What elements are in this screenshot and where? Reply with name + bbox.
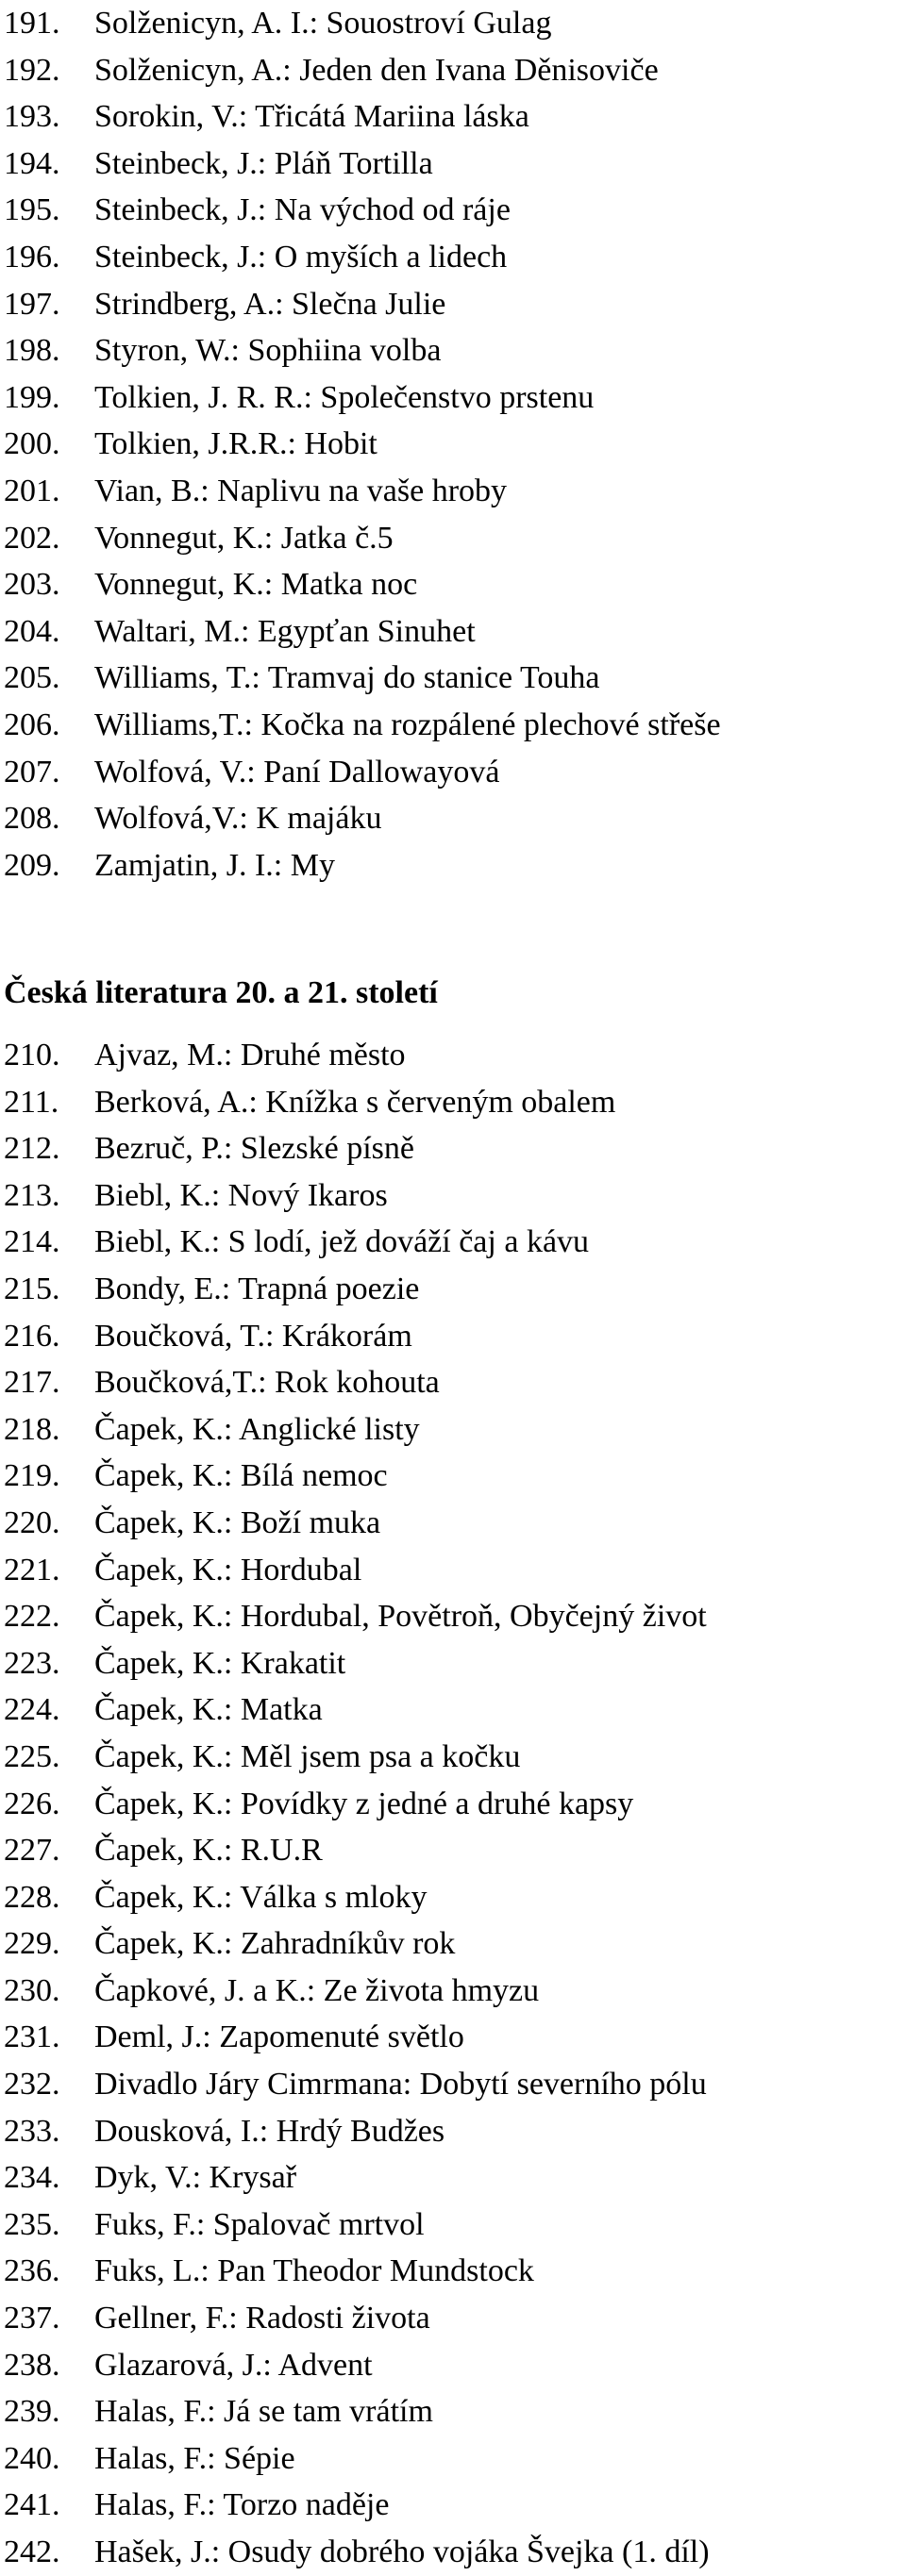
list-item-title: Biebl, K.: S lodí, jež dováží čaj a kávu — [94, 1224, 590, 1260]
list-item-number: 194. — [4, 145, 60, 181]
list-item — [0, 608, 721, 656]
list-item — [0, 1359, 710, 1406]
list-item — [0, 1593, 710, 1640]
list-item-number: 235. — [4, 2206, 60, 2242]
list-item-number: 217. — [4, 1365, 60, 1401]
list-item-title: Boučková,T.: Rok kohouta — [94, 1365, 440, 1401]
list-item — [0, 702, 721, 749]
list-item — [0, 2529, 710, 2576]
list-item-number: 196. — [4, 239, 60, 274]
list-item-number: 213. — [4, 1177, 60, 1213]
list-item-number: 201. — [4, 473, 60, 508]
list-item — [0, 1547, 710, 1594]
list-item-title: Vonnegut, K.: Jatka č.5 — [94, 520, 394, 556]
list-item — [0, 1640, 710, 1687]
list-item-title: Čapek, K.: Hordubal — [94, 1552, 362, 1587]
list-item-number: 236. — [4, 2253, 60, 2289]
list-item-title: Wolfová, V.: Paní Dallowayová — [94, 754, 500, 789]
list-item-title: Čapek, K.: Zahradníkův rok — [94, 1926, 456, 1962]
list-item-title: Halas, F.: Sépie — [94, 2440, 295, 2476]
list-item-title: Solženicyn, A. I.: Souostroví Gulag — [94, 6, 552, 41]
list-item-title: Fuks, F.: Spalovač mrtvol — [94, 2206, 425, 2242]
list-item-number: 209. — [4, 847, 60, 883]
list-item — [0, 1920, 710, 1968]
list-item-number: 214. — [4, 1224, 60, 1260]
list-item-number: 223. — [4, 1645, 60, 1681]
list-item — [0, 2248, 710, 2295]
list-item — [0, 2482, 710, 2529]
list-item-number: 232. — [4, 2067, 60, 2102]
book-list-czech-literature — [0, 1032, 710, 2576]
list-item-title: Wolfová,V.: K majáku — [94, 801, 382, 837]
list-item-number: 204. — [4, 613, 60, 649]
list-item-number: 238. — [4, 2347, 60, 2383]
list-item-number: 233. — [4, 2113, 60, 2149]
list-item — [0, 2342, 710, 2389]
list-item — [0, 1219, 710, 1266]
list-item-title: Čapkové, J. a K.: Ze života hmyzu — [94, 1972, 540, 2008]
list-item — [0, 1968, 710, 2015]
list-item-number: 206. — [4, 706, 60, 742]
list-item-number: 221. — [4, 1552, 60, 1587]
list-item-number: 226. — [4, 1786, 60, 1821]
list-item-number: 237. — [4, 2301, 60, 2336]
list-item-number: 220. — [4, 1504, 60, 1540]
list-item — [0, 1125, 710, 1172]
list-item-title: Čapek, K.: Krakatit — [94, 1645, 346, 1681]
list-item — [0, 1266, 710, 1313]
book-list-world-literature — [0, 0, 721, 889]
list-item-title: Bondy, E.: Trapná poezie — [94, 1271, 420, 1306]
list-item-title: Čapek, K.: Matka — [94, 1692, 323, 1728]
list-item-title: Styron, W.: Sophiina volba — [94, 333, 442, 369]
list-item-number: 202. — [4, 520, 60, 556]
list-item-number: 211. — [4, 1084, 59, 1120]
list-item — [0, 47, 721, 94]
list-item-number: 222. — [4, 1599, 60, 1635]
list-item-number: 240. — [4, 2440, 60, 2476]
list-item-number: 228. — [4, 1879, 60, 1915]
list-item-title: Steinbeck, J.: Pláň Tortilla — [94, 145, 433, 181]
list-item — [0, 515, 721, 562]
list-item-number: 224. — [4, 1692, 60, 1728]
list-item — [0, 468, 721, 515]
list-item-title: Tolkien, J.R.R.: Hobit — [94, 426, 378, 462]
list-item — [0, 374, 721, 422]
list-item-number: 207. — [4, 754, 60, 789]
list-item — [0, 281, 721, 328]
list-item-title: Čapek, K.: Měl jsem psa a kočku — [94, 1738, 521, 1774]
list-item — [0, 1734, 710, 1781]
list-item-title: Dyk, V.: Krysař — [94, 2160, 297, 2196]
list-item — [0, 141, 721, 188]
list-item-title: Čapek, K.: Hordubal, Povětroň, Obyčejný život — [94, 1599, 707, 1635]
list-item-number: 234. — [4, 2160, 60, 2196]
list-item-number: 195. — [4, 192, 60, 228]
list-item — [0, 2154, 710, 2202]
list-item-title: Williams, T.: Tramvaj do stanice Touha — [94, 660, 600, 696]
list-item-number: 241. — [4, 2487, 60, 2523]
list-item-title: Dousková, I.: Hrdý Budžes — [94, 2113, 445, 2149]
list-item-title: Halas, F.: Torzo naděje — [94, 2487, 390, 2523]
list-item-number: 192. — [4, 52, 60, 88]
list-item-title: Čapek, K.: R.U.R — [94, 1833, 323, 1869]
list-item — [0, 2388, 710, 2435]
list-item — [0, 1079, 710, 1126]
list-item-title: Fuks, L.: Pan Theodor Mundstock — [94, 2253, 534, 2289]
list-item-title: Čapek, K.: Povídky z jedné a druhé kapsy — [94, 1786, 634, 1821]
list-item — [0, 1827, 710, 1874]
list-item — [0, 1781, 710, 1828]
list-item-number: 227. — [4, 1833, 60, 1869]
list-item-title: Waltari, M.: Egypťan Sinuhet — [94, 613, 476, 649]
list-item-title: Berková, A.: Knížka s červeným obalem — [94, 1084, 616, 1120]
list-item-number: 239. — [4, 2394, 60, 2430]
list-item-title: Deml, J.: Zapomenuté světlo — [94, 2019, 464, 2055]
list-item-title: Steinbeck, J.: Na východ od ráje — [94, 192, 511, 228]
list-item — [0, 93, 721, 141]
list-item-title: Vonnegut, K.: Matka noc — [94, 567, 418, 603]
list-item — [0, 1453, 710, 1500]
list-item — [0, 1874, 710, 1921]
list-item — [0, 2202, 710, 2249]
list-item-title: Gellner, F.: Radosti života — [94, 2301, 430, 2336]
list-item-title: Steinbeck, J.: O myších a lidech — [94, 239, 508, 274]
list-item-number: 208. — [4, 801, 60, 837]
list-item-number: 193. — [4, 99, 60, 135]
list-item-title: Strindberg, A.: Slečna Julie — [94, 286, 446, 322]
list-item — [0, 1406, 710, 1454]
list-item-number: 230. — [4, 1972, 60, 2008]
list-item — [0, 421, 721, 468]
list-item-number: 229. — [4, 1926, 60, 1962]
list-item-title: Ajvaz, M.: Druhé město — [94, 1038, 406, 1072]
list-item-number: 242. — [4, 2534, 60, 2569]
list-item-title: Čapek, K.: Válka s mloky — [94, 1879, 428, 1915]
list-item-number: 219. — [4, 1458, 60, 1494]
list-item-title: Čapek, K.: Anglické listy — [94, 1411, 420, 1447]
list-item-title: Bezruč, P.: Slezské písně — [94, 1131, 414, 1167]
list-item-number: 203. — [4, 567, 60, 603]
list-item — [0, 2108, 710, 2155]
list-item — [0, 1687, 710, 1734]
list-item-number: 198. — [4, 333, 60, 369]
list-item — [0, 1313, 710, 1360]
list-item — [0, 1500, 710, 1547]
list-item-title: Hašek, J.: Osudy dobrého vojáka Švejka (1. díl) — [94, 2534, 710, 2569]
list-item — [0, 187, 721, 234]
list-item-number: 225. — [4, 1738, 60, 1774]
list-item-number: 215. — [4, 1271, 60, 1306]
list-item-number: 212. — [4, 1131, 60, 1167]
list-item — [0, 842, 721, 889]
list-item-title: Divadlo Járy Cimrmana: Dobytí severního pólu — [94, 2067, 707, 2102]
list-item-title: Vian, B.: Naplivu na vaše hroby — [94, 473, 508, 508]
list-item-number: 200. — [4, 426, 60, 462]
list-item-title: Halas, F.: Já se tam vrátím — [94, 2394, 433, 2430]
list-item-title: Zamjatin, J. I.: My — [94, 847, 335, 883]
list-item — [0, 2295, 710, 2342]
list-item — [0, 561, 721, 608]
section-heading: Česká literatura 20. a 21. století — [4, 975, 438, 1010]
list-item — [0, 234, 721, 281]
list-item — [0, 2014, 710, 2061]
list-item — [0, 795, 721, 842]
list-item-number: 197. — [4, 286, 60, 322]
list-item — [0, 655, 721, 702]
list-item-title: Sorokin, V.: Třicátá Mariina láska — [94, 99, 529, 135]
list-item-number: 210. — [4, 1038, 60, 1072]
list-item-title: Čapek, K.: Bílá nemoc — [94, 1458, 388, 1494]
list-item-title: Tolkien, J. R. R.: Společenstvo prstenu — [94, 379, 595, 415]
list-item-number: 205. — [4, 660, 60, 696]
list-item-number: 191. — [4, 6, 60, 41]
list-item-number: 231. — [4, 2019, 60, 2055]
list-item — [0, 327, 721, 374]
list-item-title: Boučková, T.: Krákorám — [94, 1318, 412, 1354]
list-item-number: 216. — [4, 1318, 60, 1354]
list-item — [0, 2435, 710, 2483]
list-item — [0, 2061, 710, 2108]
list-item — [0, 749, 721, 796]
list-item — [0, 1032, 710, 1079]
list-item-number: 199. — [4, 379, 60, 415]
list-item-title: Williams,T.: Kočka na rozpálené plechové střeše — [94, 706, 721, 742]
list-item-title: Biebl, K.: Nový Ikaros — [94, 1177, 388, 1213]
list-item-title: Solženicyn, A.: Jeden den Ivana Děnisoviče — [94, 52, 659, 88]
list-item-title: Čapek, K.: Boží muka — [94, 1504, 381, 1540]
list-item-number: 218. — [4, 1411, 60, 1447]
list-item — [0, 0, 721, 47]
list-item — [0, 1172, 710, 1220]
list-item-title: Glazarová, J.: Advent — [94, 2347, 373, 2383]
